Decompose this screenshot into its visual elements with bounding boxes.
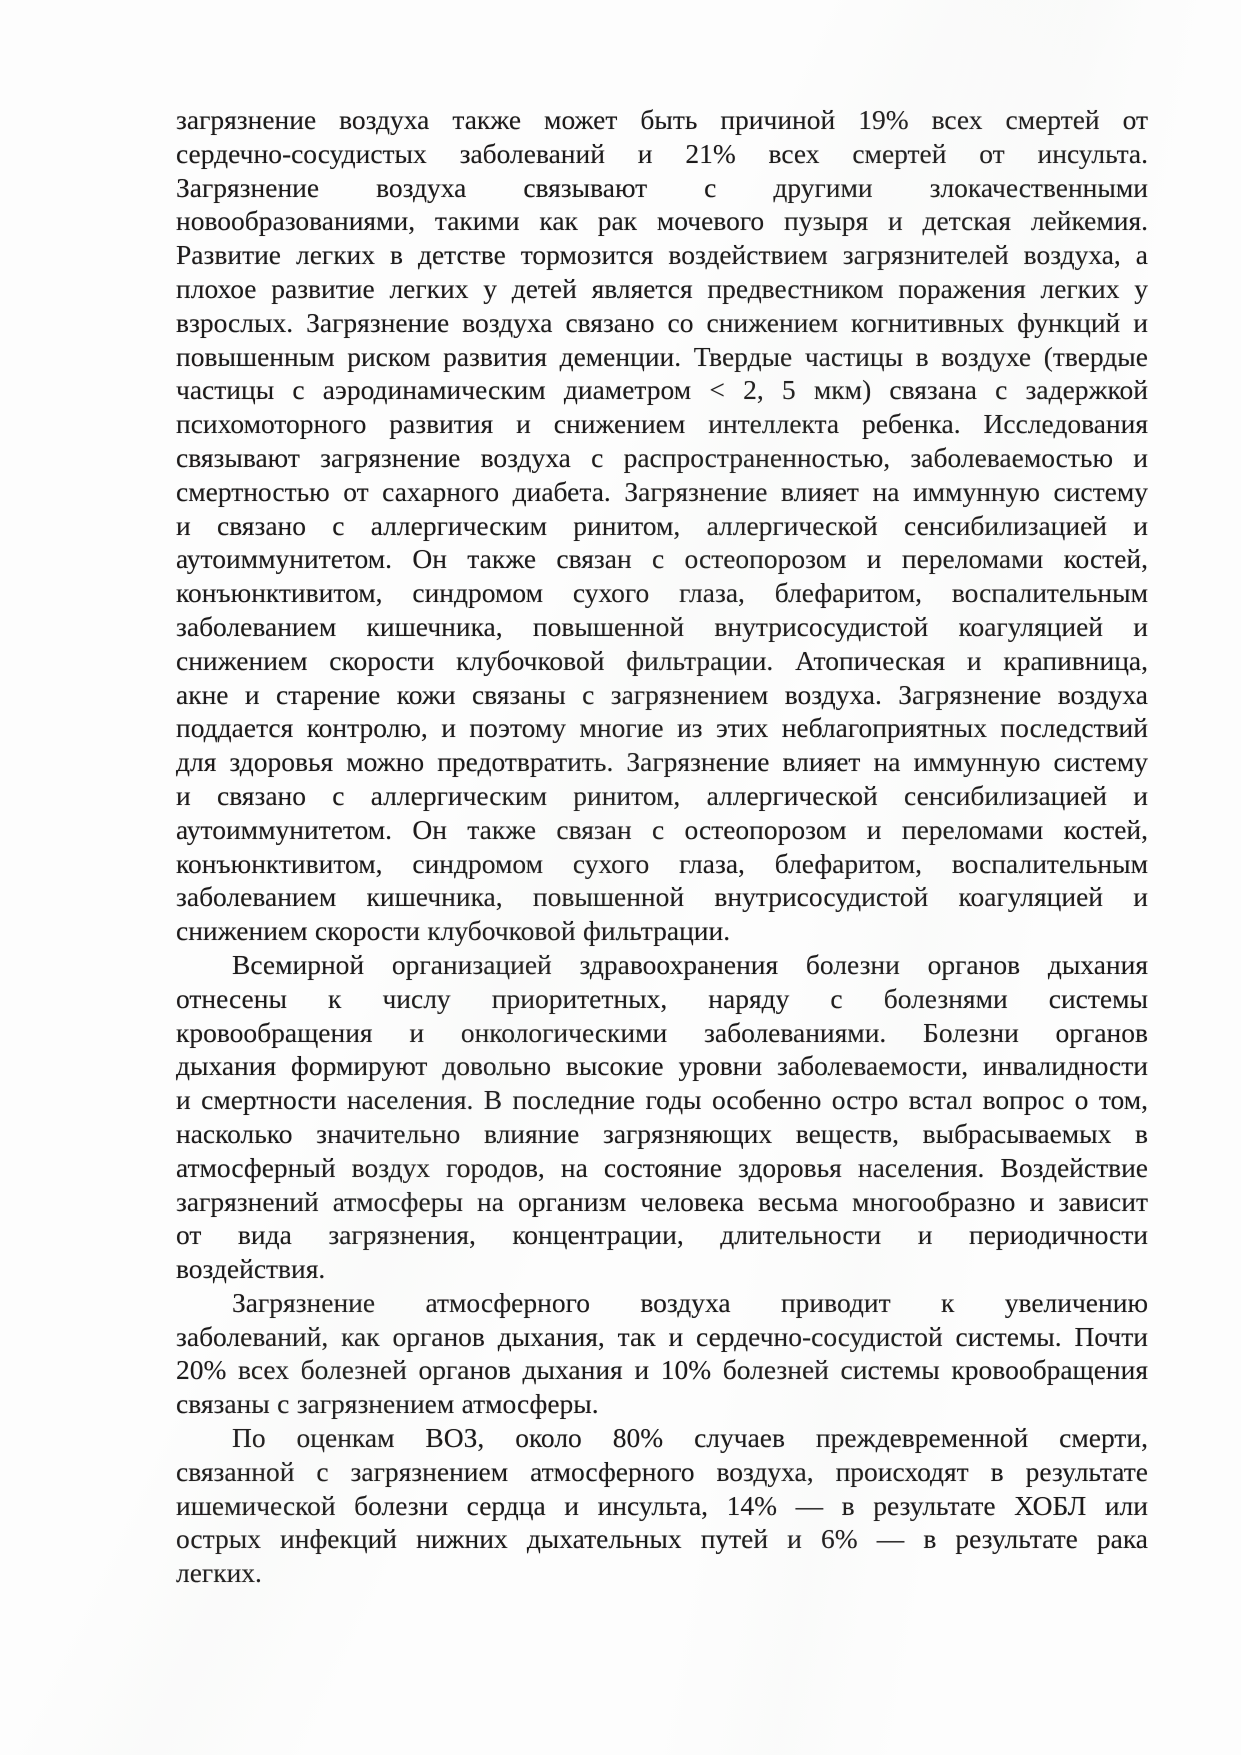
text-line: от вида загрязнения, концентрации, длительности и периодичности bbox=[176, 1219, 1148, 1251]
text-line: психомоторного развития и снижением интеллекта ребенка. Исследования bbox=[176, 408, 1148, 440]
text-line: сердечно-сосудистых заболеваний и 21% всех смертей от инсульта. bbox=[176, 137, 1148, 169]
text-line: заболеванием кишечника, повышенной внутрисосудистой коагуляцией и bbox=[176, 881, 1148, 913]
text-line: насколько значительно влияние загрязняющих веществ, выбрасываемых в bbox=[176, 1117, 1148, 1149]
text-line: загрязнение воздуха также может быть причиной 19% всех смертей от bbox=[176, 104, 1148, 135]
text-line: повышенным риском развития деменции. Твердые частицы в воздухе (твердые bbox=[176, 340, 1148, 372]
text-line: Загрязнение воздуха связывают с другими злокачественными bbox=[176, 171, 1148, 203]
text-line: и смертности населения. В последние годы особенно остро встал вопрос о том, bbox=[176, 1084, 1148, 1116]
text-line: кровообращения и онкологическими заболеваниями. Болезни органов bbox=[176, 1016, 1148, 1048]
text-line: дыхания формируют довольно высокие уровни заболеваемости, инвалидности bbox=[176, 1050, 1148, 1082]
paragraph bbox=[176, 948, 1148, 1286]
text-line: связывают загрязнение воздуха с распространенностью, заболеваемостью и bbox=[176, 441, 1148, 473]
text-line: частицы с аэродинамическим диаметром < 2, 5 мкм) связана с задержкой bbox=[176, 374, 1148, 406]
text-line: легких. bbox=[176, 1557, 262, 1589]
text-line: поддается контролю, и поэтому многие из этих неблагоприятных последствий bbox=[176, 712, 1148, 744]
text-line: связанной с загрязнением атмосферного воздуха, происходят в результате bbox=[176, 1455, 1148, 1487]
text-line: взрослых. Загрязнение воздуха связано со снижением когнитивных функций и bbox=[176, 306, 1148, 338]
text-line: конъюнктивитом, синдромом сухого глаза, блефаритом, воспалительным bbox=[176, 577, 1148, 609]
text-line: и связано с аллергическим ринитом, аллергической сенсибилизацией и bbox=[176, 509, 1148, 541]
text-line: смертностью от сахарного диабета. Загрязнение влияет на иммунную систему bbox=[176, 475, 1148, 507]
text-line: связаны с загрязнением атмосферы. bbox=[176, 1388, 599, 1420]
text-line: Всемирной организацией здравоохранения болезни органов дыхания bbox=[232, 948, 1148, 980]
text-line: Загрязнение атмосферного воздуха приводит к увеличению bbox=[232, 1286, 1148, 1318]
text-line: отнесены к числу приоритетных, наряду с болезнями системы bbox=[176, 982, 1148, 1014]
text-line: воздействия. bbox=[176, 1253, 326, 1285]
text-line: острых инфекций нижних дыхательных путей и 6% — в результате рака bbox=[176, 1523, 1148, 1555]
text-line: акне и старение кожи связаны с загрязнением воздуха. Загрязнение воздуха bbox=[176, 678, 1148, 710]
text-line: для здоровья можно предотвратить. Загрязнение влияет на иммунную систему bbox=[176, 746, 1148, 778]
text-line: новообразованиями, такими как рак мочевого пузыря и детская лейкемия. bbox=[176, 205, 1148, 237]
text-line: Развитие легких в детстве тормозится воздействием загрязнителей воздуха, а bbox=[176, 239, 1148, 271]
text-line: снижением скорости клубочковой фильтрации. Атопическая и крапивница, bbox=[176, 644, 1148, 676]
text-line: заболеванием кишечника, повышенной внутрисосудистой коагуляцией и bbox=[176, 610, 1148, 642]
text-line: и связано с аллергическим ринитом, аллергической сенсибилизацией и bbox=[176, 779, 1148, 811]
text-line: атмосферный воздух городов, на состояние здоровья населения. Воздействие bbox=[176, 1151, 1148, 1183]
text-block bbox=[176, 103, 1148, 1590]
text-line: конъюнктивитом, синдромом сухого глаза, блефаритом, воспалительным bbox=[176, 847, 1148, 879]
text-line: заболеваний, как органов дыхания, так и сердечно-сосудистой системы. Почти bbox=[176, 1320, 1148, 1352]
text-line: аутоиммунитетом. Он также связан с остеопорозом и переломами костей, bbox=[176, 813, 1148, 845]
text-line: ишемической болезни сердца и инсульта, 14% — в результате ХОБЛ или bbox=[176, 1489, 1148, 1521]
paragraph bbox=[176, 1421, 1148, 1590]
text-line: По оценкам ВОЗ, около 80% случаев преждевременной смерти, bbox=[232, 1422, 1148, 1454]
text-line: аутоиммунитетом. Он также связан с остеопорозом и переломами костей, bbox=[176, 543, 1148, 575]
text-line: загрязнений атмосферы на организм человека весьма многообразно и зависит bbox=[176, 1185, 1148, 1217]
text-line: 20% всех болезней органов дыхания и 10% болезней системы кровообращения bbox=[176, 1354, 1148, 1386]
text-line: плохое развитие легких у детей является предвестником поражения легких у bbox=[176, 272, 1148, 304]
paragraph bbox=[176, 1286, 1148, 1421]
text-line: снижением скорости клубочковой фильтрации. bbox=[176, 915, 731, 947]
paragraph bbox=[176, 103, 1148, 948]
